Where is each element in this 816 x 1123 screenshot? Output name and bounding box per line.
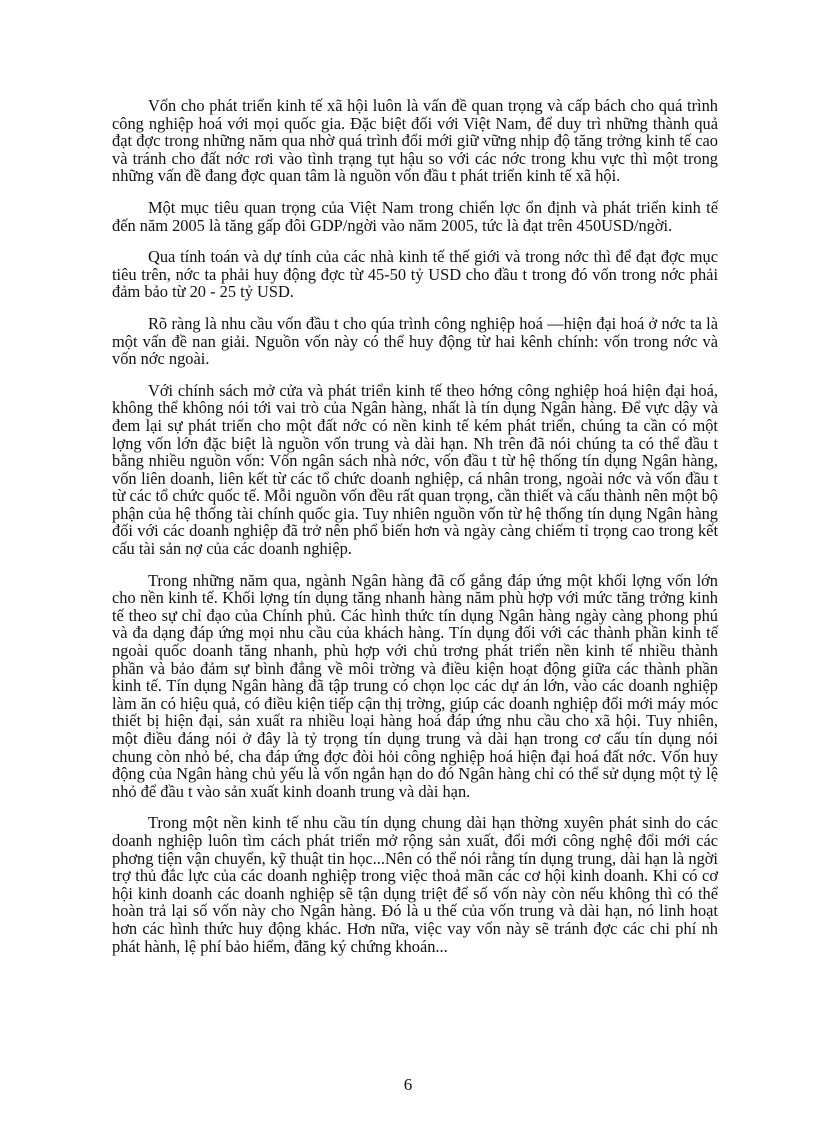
paragraph-7: Trong một nền kinh tế nhu cầu tín dụng chung dài hạn thờng xuyên phát sinh do các doanh nghiệp luôn tìm cách phát triển mở rộng sản xuất, đổi mới công nghệ đổi mới các phơng tiện vận chuyển, kỹ thuật tin học...Nên có thể nói rằng tín dụng trung, dài hạn là ngời trợ thủ đắc lực của các doanh nghiệp trong việc thoả mãn các cơ hội kinh doanh. Khi có cơ hội kinh doanh các doanh nghiệp sẽ tận dụng triệt để số vốn này còn nếu không thì có thể hoàn trả lại số vốn này cho Ngân hàng. Đó là u thế của vốn trung và dài hạn, nó linh hoạt hơn các hình thức huy động khác. Hơn nữa, việc vay vốn này sẽ tránh đợc các chi phí nh phát hành, lệ phí bảo hiểm, đăng ký chứng khoán... bbox=[112, 813, 718, 956]
page-number: 6 bbox=[403, 1075, 413, 1094]
paragraph-2: Một mục tiêu quan trọng của Việt Nam trong chiến lợc ổn định và phát triển kinh tế đến năm 2005 là tăng gấp đôi GDP/ngời vào năm 2005, tức là đạt trên 450USD/ngời. bbox=[112, 197, 718, 235]
paragraph-1: Vốn cho phát triển kinh tế xã hội luôn là vấn đề quan trọng và cấp bách cho quá trình công nghiệp hoá với mọi quốc gia. Đặc biệt đối với Việt Nam, để duy trì những thành quả đạt đợc trong những năm qua nhờ quá trình đổi mới giữ vững nhịp độ tăng trởng kinh tế cao và tránh cho đất nớc rơi vào tình trạng tụt hậu so với các nớc trong khu vực thì một trong những vấn đề đang đợc quan tâm là nguồn vốn đầu t phát triển kinh tế xã hội. bbox=[112, 96, 718, 186]
paragraph-4: Rõ ràng là nhu cầu vốn đầu t cho qúa trình công nghiệp hoá —hiện đại hoá ở nớc ta là một vấn đề nan giải. Nguồn vốn này có thể huy động từ hai kênh chính: vốn trong nớc và vốn nớc ngoài. bbox=[112, 313, 718, 369]
paragraph-3: Qua tính toán và dự tính của các nhà kinh tế thế giới và trong nớc thì để đạt đợc mục tiêu trên, nớc ta phải huy động đợc từ 45-50 tỷ USD cho đầu t trong đó vốn trong nớc phải đảm bảo từ 20 - 25 tỷ USD. bbox=[112, 247, 718, 302]
paragraph-6: Trong những năm qua, ngành Ngân hàng đã cố gắng đáp ứng một khối lợng vốn lớn cho nền kinh tế. Khối lợng tín dụng tăng nhanh hàng năm phù hợp với mức tăng trởng kinh tế theo sự chỉ đạo của Chính phủ. Các hình thức tín dụng Ngân hàng ngày càng phong phú và đa dạng đáp ứng mọi nhu cầu của khách hàng. Tín dụng đối với các thành phần kinh tế ngoài quốc doanh tăng nhanh, phù hợp với chủ trơng phát triển nền kinh tế nhiều thành phần và bảo đảm sự bình đẳng về môi trờng và điều kiện hoạt động giữa các thành phần kinh tế. Tín dụng Ngân hàng đã tập trung có chọn lọc các dự án lớn, vào các doanh nghiệp làm ăn có hiệu quả, có điều kiện tiếp cận thị trờng, giúp các doanh nghiệp đổi mới máy móc thiết bị hiện đại, sản xuất ra nhiều loại hàng hoá đáp ứng nhu cầu cho xã hội. Tuy nhiên, một điều đáng nói ở đây là tỷ trọng tín dụng trung và dài hạn trong cơ cấu tín dụng nói chung còn nhỏ bé, cha đáp ứng đợc đòi hỏi công nghiệp hoá hiện đại hoá đất nớc. Vốn huy động của Ngân hàng chủ yếu là vốn ngắn hạn do đó Ngân hàng chỉ có thể sử dụng một tỷ lệ nhỏ để đầu t vào sản xuất kinh doanh trung và dài hạn. bbox=[112, 570, 718, 801]
document-body bbox=[112, 97, 718, 969]
paragraph-5: Với chính sách mở cửa và phát triển kinh tế theo hớng công nghiệp hoá hiện đại hoá, không thể không nói tới vai trò của Ngân hàng, nhất là tín dụng Ngân hàng. Để vực dậy và đem lại sự phát triển cho một đất nớc có nền kinh tế kém phát triển, chúng ta cần có một lợng vốn lớn đặc biệt là nguồn vốn trung và dài hạn. Nh trên đã nói chúng ta có thể đầu t bằng nhiều nguồn vốn: Vốn ngân sách nhà nớc, vốn đầu t từ hệ thống tín dụng Ngân hàng, vốn liên doanh, liên kết từ các tổ chức doanh nghiệp, cá nhân trong, ngoài nớc và vốn đầu t từ các tổ chức quốc tế. Mỗi nguồn vốn đều rất quan trọng, cần thiết và cấu thành nên một bộ phận của hệ thống tài chính quốc gia. Tuy nhiên nguồn vốn từ hệ thống tín dụng Ngân hàng đối với các doanh nghiệp đã trở nên phổ biến hơn và ngày càng chiếm tỉ trọng cao trong kết cấu tài sản nợ của các doanh nghiệp. bbox=[112, 380, 718, 559]
